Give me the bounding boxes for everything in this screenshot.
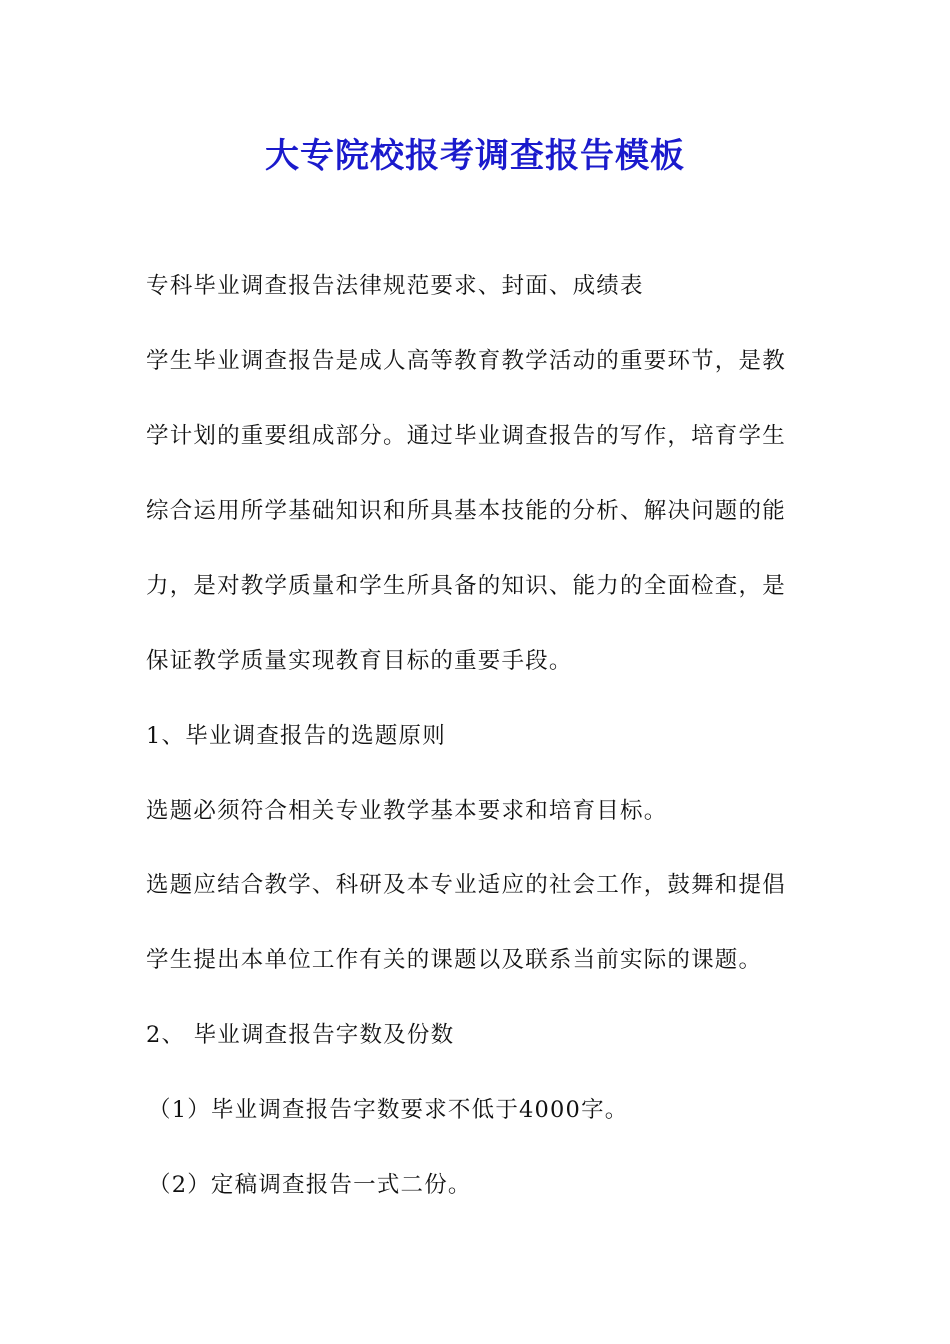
paragraph-line: 学计划的重要组成部分。通过毕业调查报告的写作，培育学生 xyxy=(146,423,786,449)
list-item: （2）定稿调查报告一式二份。 xyxy=(148,1172,472,1198)
list-item: （1）毕业调查报告字数要求不低于4000字。 xyxy=(148,1097,629,1123)
section-heading: 专科毕业调查报告法律规范要求、封面、成绩表 xyxy=(146,273,644,299)
paragraph-line: 保证教学质量实现教育目标的重要手段。 xyxy=(146,648,573,674)
document-title: 大专院校报考调查报告模板 xyxy=(265,136,685,176)
paragraph-line: 综合运用所学基础知识和所具基本技能的分析、解决问题的能 xyxy=(146,498,786,524)
paragraph-line: 学生毕业调查报告是成人高等教育教学活动的重要环节，是教 xyxy=(146,348,786,374)
paragraph-line: 选题必须符合相关专业教学基本要求和培育目标。 xyxy=(146,798,668,824)
section-heading: 1、毕业调查报告的选题原则 xyxy=(146,723,446,749)
section-heading: 2、 毕业调查报告字数及份数 xyxy=(146,1022,455,1048)
paragraph-line: 力，是对教学质量和学生所具备的知识、能力的全面检查，是 xyxy=(146,573,786,599)
paragraph-line: 选题应结合教学、科研及本专业适应的社会工作，鼓舞和提倡 xyxy=(146,872,786,898)
paragraph-line: 学生提出本单位工作有关的课题以及联系当前实际的课题。 xyxy=(146,947,763,973)
